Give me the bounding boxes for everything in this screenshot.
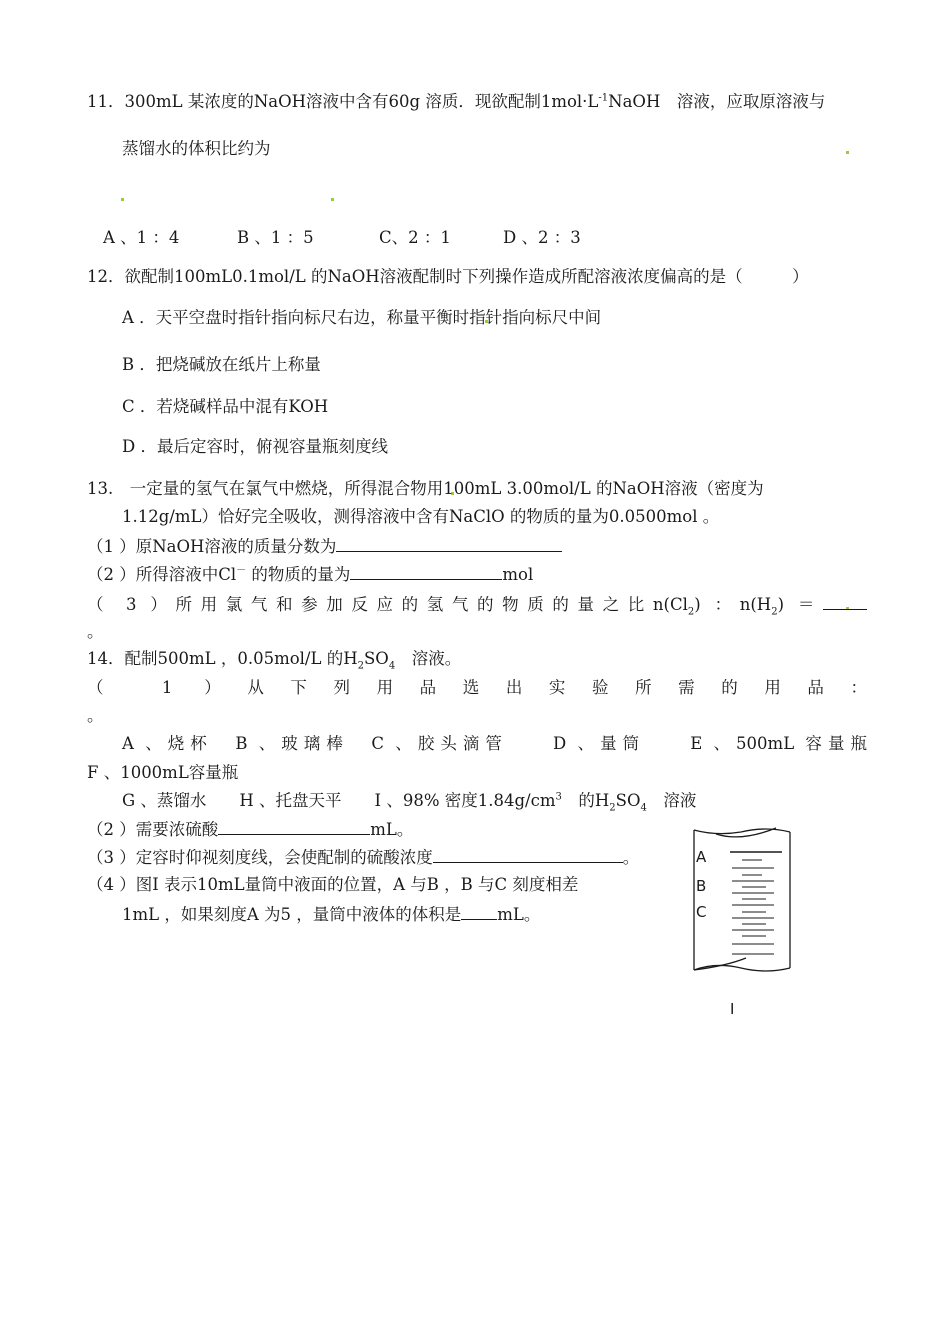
q13-stem-line1: 13. 一定量的氢气在氯气中燃烧，所得混合物用100mL 3.00mol/L 的NaOH溶液（密度为 <box>87 479 764 498</box>
q13-part3-end: 。 <box>87 622 104 641</box>
q11-line1: 11．300mL 某浓度的NaOH溶液中含有60g 溶质．现欲配制$1mol\cdot L^{-1}NaOH$ 溶液，应取原溶液与 <box>87 92 826 111</box>
q14-part3: （3 ）定容时仰视刻度线，会使配制的硫酸浓度 。 <box>87 848 640 867</box>
figure-label-b: B <box>696 877 707 895</box>
q14-items-line2: G 、蒸馏水 H 、托盘天平 I 、98% 密度$1.84g/cm^3$ 的$H_2SO_4$ 溶液 <box>122 791 697 814</box>
dot-1 <box>846 151 849 154</box>
q11-option-d: D 、2 ：3 <box>503 228 581 247</box>
q12-option-b: B ．把烧碱放在纸片上称量 <box>122 355 321 374</box>
q14-part1: （ 1 ）从下列用品选出实验所需的用品： <box>87 678 867 697</box>
q13-part2: （2 ）所得溶液中Cl－ 的物质的量为 mol <box>87 565 534 584</box>
q12-option-c: C ．若烧碱样品中混有KOH <box>122 397 329 416</box>
q13-part3-blank[interactable] <box>823 593 867 610</box>
q14-part1-end: 。 <box>87 706 104 725</box>
q13-part3: （ 3 ）所用氯气和参加反应的氢气的物质的量之比$n(Cl_2)$ ：$n(H_2)$ ＝ <box>87 593 867 616</box>
figure-label-c: C <box>696 903 707 921</box>
q14-items-line1: A 、烧杯 B 、玻璃棒 C 、胶头滴管 D 、量筒 E 、500mL 容量瓶 <box>122 734 867 753</box>
q14-part4b: 1mL ，如果刻度A 为5 ，量筒中液体的体积是 mL。 <box>122 905 541 924</box>
q14-part3-blank[interactable] <box>433 846 623 863</box>
q11-option-a: A 、1 ：4 <box>103 228 180 247</box>
q12-stem: 12．欲配制100mL0.1mol/L 的NaOH溶液配制时下列操作造成所配溶液浓度偏高的是（ ） <box>87 267 809 286</box>
q14-part2: （2 ）需要浓硫酸 mL。 <box>87 820 414 839</box>
graduated-cylinder-figure <box>686 822 796 1022</box>
dot-2 <box>121 198 124 201</box>
q13-part1-blank[interactable] <box>336 535 562 552</box>
graduation-marks <box>730 852 782 954</box>
figure-caption: I <box>730 1000 735 1018</box>
q11-line2: 蒸馏水的体积比约为 <box>122 139 271 158</box>
q14-part2-blank[interactable] <box>218 818 370 835</box>
q14-part4: （4 ）图I 表示10mL量筒中液面的位置，A 与B ，B 与C 刻度相差 <box>87 875 579 894</box>
figure-label-a: A <box>696 848 707 866</box>
q11-options <box>103 227 581 249</box>
q14-part4-blank[interactable] <box>461 903 497 920</box>
dot-3 <box>331 198 334 201</box>
q14-stem: 14．配制500mL ，0.05mol/L 的$H_2SO_4$ 溶液。 <box>87 649 462 672</box>
q12-option-d: D ．最后定容时，俯视容量瓶刻度线 <box>122 437 388 456</box>
q11-option-c: C、2 ：1 <box>379 228 451 247</box>
q14-items-line1b: F 、1000mL容量瓶 <box>87 763 239 782</box>
q13-part2-blank[interactable] <box>350 563 502 580</box>
q13-stem-line2: 1.12g/mL）恰好完全吸收，测得溶液中含有NaClO 的物质的量为0.0500mol 。 <box>122 507 720 526</box>
q12-option-a: A ．天平空盘时指针指向标尺右边，称量平衡时指针指向标尺中间 <box>122 308 602 327</box>
cylinder-top-edge <box>694 829 790 834</box>
q13-part1: （1 ）原NaOH溶液的质量分数为 <box>87 535 562 558</box>
q11-option-b: B 、1 ：5 <box>237 228 314 247</box>
